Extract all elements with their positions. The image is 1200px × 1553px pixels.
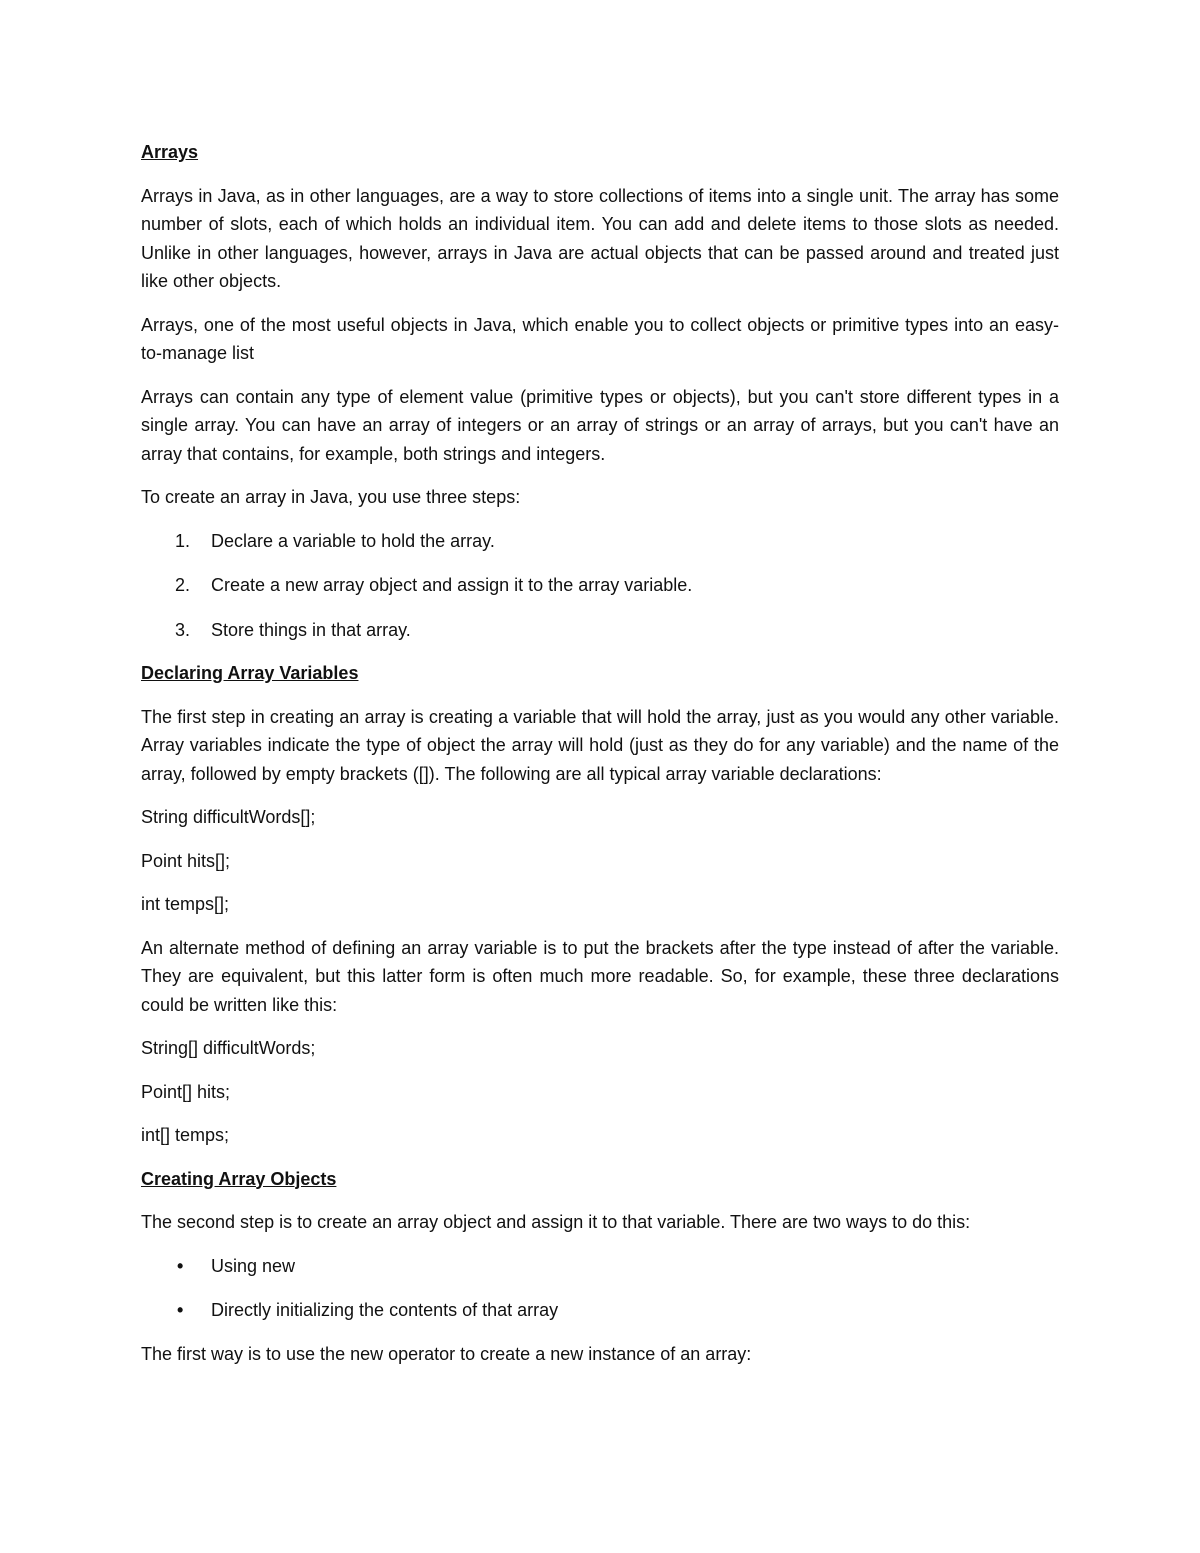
- list-item-text: Declare a variable to hold the array.: [211, 530, 495, 551]
- paragraph: To create an array in Java, you use three steps:: [141, 487, 521, 507]
- code-line: String difficultWords[];: [141, 807, 316, 827]
- code-line: int[] temps;: [141, 1125, 230, 1145]
- bullet-icon: •: [177, 1300, 184, 1320]
- list-item-text: Store things in that array.: [211, 619, 411, 640]
- section-heading-creating: Creating Array Objects: [141, 1168, 337, 1189]
- bullet-list: [141, 1252, 1059, 1325]
- section-heading-arrays: Arrays: [141, 142, 199, 162]
- paragraph: The second step is to create an array object and assign it to that variable. There are two ways to do this:: [141, 1212, 971, 1232]
- steps-list: [141, 527, 1059, 645]
- code-line: String[] difficultWords;: [141, 1038, 316, 1058]
- list-item: [141, 1252, 1059, 1281]
- section-heading-declaring: Declaring Array Variables: [141, 663, 359, 683]
- code-line: Point[] hits;: [141, 1081, 231, 1102]
- list-item-text: Using new: [211, 1255, 296, 1276]
- paragraph: The first way is to use the new operator to create a new instance of an array:: [141, 1343, 752, 1364]
- document-page: [141, 138, 1059, 1383]
- list-item: [141, 527, 1059, 556]
- list-item: [141, 616, 1059, 645]
- list-number: 3.: [175, 619, 191, 640]
- list-item: [141, 571, 1059, 600]
- list-number: 2.: [175, 575, 191, 595]
- paragraph: Arrays in Java, as in other languages, are a way to store collections of items into a single unit. The array has some number of slots, each of which holds an individual item. You can add and delete items to those slots as needed. Unlike in other languages, however, arrays in Java are actual objects that can be passed around and treated just like other objects.: [141, 185, 1059, 291]
- paragraph: Arrays can contain any type of element value (primitive types or objects), but you can't store different types in a single array. You can have an array of integers or an array of strings or an array of arrays, but you can't have an array that contains, for example, both strings and integers.: [141, 386, 1059, 464]
- paragraph: The first step in creating an array is creating a variable that will hold the array, just as you would any other variable. Array variables indicate the type of object the array will hold (just as they do for any variable) and the name of the array, followed by empty brackets ([]). The following are all typical array variable declarations:: [141, 706, 1059, 784]
- list-item-text: Create a new array object and assign it to the array variable.: [211, 575, 693, 595]
- paragraph: An alternate method of defining an array variable is to put the brackets after the type instead of after the variable. They are equivalent, but this latter form is often much more readable. So, for example, these three declarations could be written like this:: [141, 937, 1059, 1015]
- paragraph: Arrays, one of the most useful objects in Java, which enable you to collect objects or primitive types into an easy-to-manage list: [141, 314, 1059, 363]
- list-number: 1.: [175, 530, 191, 551]
- list-item: [141, 1296, 1059, 1325]
- list-item-text: Directly initializing the contents of that array: [211, 1300, 559, 1320]
- code-line: int temps[];: [141, 894, 230, 914]
- bullet-icon: •: [177, 1255, 184, 1276]
- code-line: Point hits[];: [141, 850, 231, 871]
